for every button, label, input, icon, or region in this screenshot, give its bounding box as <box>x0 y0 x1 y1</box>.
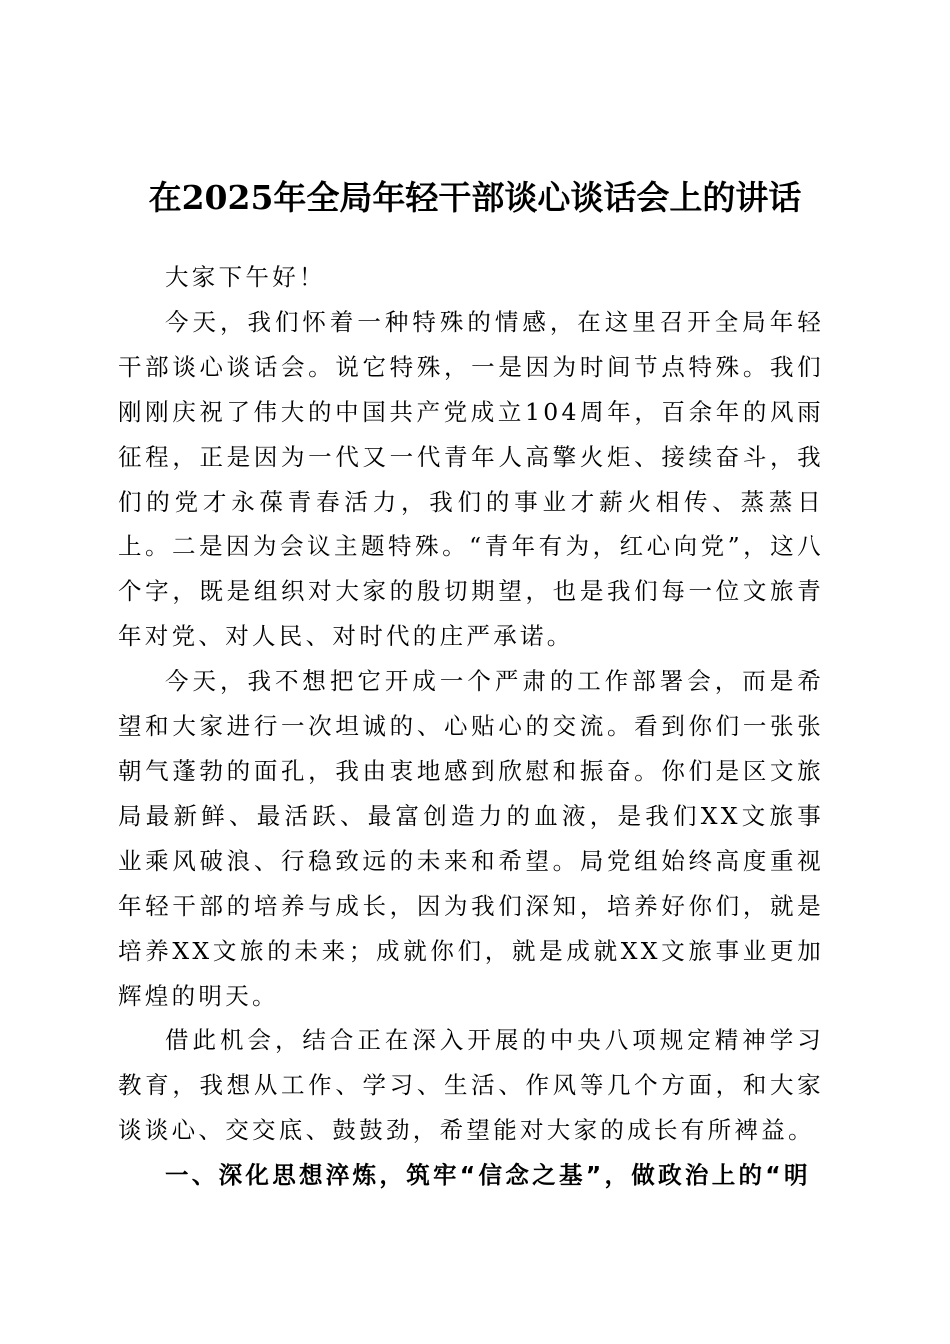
section-heading-1: 一、深化思想淬炼，筑牢“信念之基”，做政治上的“明 <box>165 1161 811 1190</box>
greeting-paragraph: 大家下午好！ <box>165 263 326 291</box>
paragraph-3: 借此机会，结合正在深入开展的中央八项规定精神学习教育，我想从工作、学习、生活、作风等几个方面，和大家谈谈心、交交底、鼓鼓劲，希望能对大家的成长有所裨益。 <box>118 1026 824 1145</box>
paragraph-1: 今天，我们怀着一种特殊的情感，在这里召开全局年轻干部谈心谈话会。说它特殊，一是因为时间节点特殊。我们刚刚庆祝了伟大的中国共产党成立104周年，百余年的风雨征程，正是因为一代又一代青年人高擎火炬、接续奋斗，我们的党才永葆青春活力，我们的事业才薪火相传、蒸蒸日上。二是因为会议主题特殊。“青年有为，红心向党”，这八个字，既是组织对大家的殷切期望，也是我们每一位文旅青年对党、对人民、对时代的庄严承诺。 <box>118 307 824 651</box>
document-title: 在2025年全局年轻干部谈心谈话会上的讲话 <box>148 178 802 218</box>
document-body <box>118 255 824 1198</box>
paragraph-2: 今天，我不想把它开成一个严肃的工作部署会，而是希望和大家进行一次坦诚的、心贴心的交流。看到你们一张张朝气蓬勃的面孔，我由衷地感到欣慰和振奋。你们是区文旅局最新鲜、最活跃、最富创造力的血液，是我们XX文旅事业乘风破浪、行稳致远的未来和希望。局党组始终高度重视年轻干部的培养与成长，因为我们深知，培养好你们，就是培养XX文旅的未来；成就你们，就是成就XX文旅事业更加辉煌的明天。 <box>118 667 824 1010</box>
